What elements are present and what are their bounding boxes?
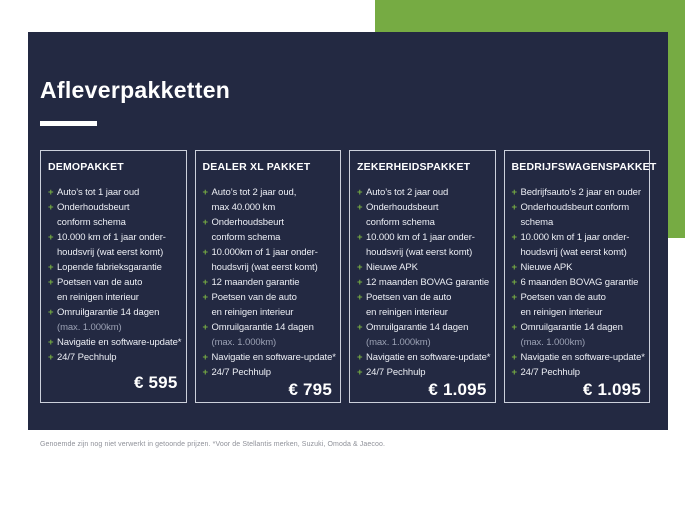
plus-icon: + xyxy=(202,367,209,378)
plus-icon: + xyxy=(202,247,209,258)
item-lines xyxy=(57,350,183,365)
item-line: Auto’s tot 2 jaar oud xyxy=(366,187,449,198)
item-line: max 40.000 km xyxy=(211,202,276,213)
item-lines xyxy=(57,185,183,200)
item-lines xyxy=(57,335,183,350)
item-line: (max. 1.000km) xyxy=(57,322,122,333)
package-title: DEALER XL PAKKET xyxy=(202,161,311,173)
package-card xyxy=(349,150,496,403)
item-line: 10.000km of 1 jaar onder- xyxy=(211,247,318,258)
package-item xyxy=(512,230,647,260)
plus-icon: + xyxy=(357,352,363,363)
plus-icon: + xyxy=(48,202,54,213)
package-items xyxy=(48,185,183,365)
package-item xyxy=(512,260,647,275)
plus-icon: + xyxy=(357,277,363,288)
package-title: BEDRIJFSWAGENSPAKKET xyxy=(511,161,657,173)
item-line: 24/7 Pechhulp xyxy=(57,352,117,363)
package-title: ZEKERHEIDSPAKKET xyxy=(357,161,471,173)
plus-icon: + xyxy=(48,277,54,288)
package-title: DEMOPAKKET xyxy=(48,161,124,173)
item-lines xyxy=(57,260,183,275)
item-line: houdsvrij (wat eerst komt) xyxy=(520,247,627,258)
main-panel xyxy=(28,32,668,430)
plus-icon: + xyxy=(202,187,209,198)
item-lines xyxy=(521,260,647,275)
package-item xyxy=(203,365,338,380)
package-price: € 1.095 xyxy=(582,380,641,399)
item-lines xyxy=(212,245,338,275)
item-line: Onderhoudsbeurt xyxy=(211,217,284,228)
item-line: Nieuwe APK xyxy=(520,262,573,273)
item-line: 24/7 Pechhulp xyxy=(520,367,580,378)
plus-icon: + xyxy=(511,202,518,213)
plus-icon: + xyxy=(48,232,54,243)
item-line: 24/7 Pechhulp xyxy=(366,367,426,378)
plus-icon: + xyxy=(511,292,518,303)
item-lines xyxy=(521,320,647,350)
item-line: houdsvrij (wat eerst komt) xyxy=(57,247,164,258)
packages-row xyxy=(40,150,657,403)
package-item xyxy=(203,215,338,245)
plus-icon: + xyxy=(48,307,54,318)
package-item xyxy=(512,290,647,320)
item-line: houdsvrij (wat eerst komt) xyxy=(211,262,318,273)
item-lines xyxy=(521,185,647,200)
plus-icon: + xyxy=(202,322,209,333)
plus-icon: + xyxy=(48,352,54,363)
plus-icon: + xyxy=(511,322,518,333)
item-line: Poetsen van de auto xyxy=(366,292,452,303)
item-line: en reinigen interieur xyxy=(520,307,603,318)
plus-icon: + xyxy=(357,262,363,273)
plus-icon: + xyxy=(357,322,363,333)
plus-icon: + xyxy=(202,352,209,363)
package-item xyxy=(512,365,647,380)
package-item xyxy=(512,350,647,365)
item-line: Nieuwe APK xyxy=(366,262,418,273)
package-price: € 795 xyxy=(288,380,332,399)
item-lines xyxy=(366,275,492,290)
package-item xyxy=(48,350,183,365)
package-item xyxy=(203,275,338,290)
item-lines xyxy=(212,290,338,320)
plus-icon: + xyxy=(357,232,363,243)
item-lines xyxy=(366,320,492,350)
item-lines xyxy=(57,275,183,305)
plus-icon: + xyxy=(202,292,209,303)
item-lines xyxy=(212,365,338,380)
item-line: Auto’s tot 2 jaar oud, xyxy=(211,187,297,198)
plus-icon: + xyxy=(511,277,518,288)
item-line: en reinigen interieur xyxy=(211,307,294,318)
item-line: (max. 1.000km) xyxy=(211,337,277,348)
package-item xyxy=(203,245,338,275)
package-item xyxy=(203,290,338,320)
item-line: Poetsen van de auto xyxy=(57,277,143,288)
package-item xyxy=(48,305,183,335)
item-line: 10.000 km of 1 jaar onder- xyxy=(520,232,630,243)
package-card xyxy=(40,150,187,403)
package-price: € 1.095 xyxy=(428,380,487,399)
plus-icon: + xyxy=(511,187,518,198)
item-lines xyxy=(521,365,647,380)
plus-icon: + xyxy=(202,277,209,288)
plus-icon: + xyxy=(511,367,518,378)
item-line: conform schema xyxy=(57,217,126,228)
item-line: Navigatie en software-update* xyxy=(211,352,336,363)
item-line: conform schema xyxy=(211,232,281,243)
package-item xyxy=(512,200,647,230)
package-price: € 595 xyxy=(133,373,178,392)
item-lines xyxy=(366,290,492,320)
item-lines xyxy=(366,365,492,380)
item-lines xyxy=(212,215,338,245)
item-line: Omruilgarantie 14 dagen xyxy=(520,322,623,333)
package-item xyxy=(203,350,338,365)
plus-icon: + xyxy=(511,262,518,273)
package-item xyxy=(357,260,492,275)
package-item xyxy=(512,320,647,350)
item-line: Onderhoudsbeurt conform xyxy=(520,202,630,213)
item-line: en reinigen interieur xyxy=(57,292,139,303)
plus-icon: + xyxy=(48,262,54,273)
item-line: schema xyxy=(520,217,554,228)
plus-icon: + xyxy=(511,232,518,243)
plus-icon: + xyxy=(357,187,363,198)
plus-icon: + xyxy=(357,367,363,378)
package-item xyxy=(512,185,647,200)
item-lines xyxy=(366,185,492,200)
package-item xyxy=(357,185,492,200)
item-lines xyxy=(212,320,338,350)
item-lines xyxy=(366,260,492,275)
item-lines xyxy=(521,275,647,290)
title-underline xyxy=(40,121,97,126)
item-lines xyxy=(212,275,338,290)
package-item xyxy=(357,365,492,380)
package-card xyxy=(504,150,657,403)
page-title: Afleverpakketten xyxy=(40,77,231,103)
item-lines xyxy=(521,230,647,260)
package-card xyxy=(195,150,342,403)
item-line: 24/7 Pechhulp xyxy=(211,367,271,378)
item-line: en reinigen interieur xyxy=(366,307,448,318)
plus-icon: + xyxy=(48,337,54,348)
package-item xyxy=(48,335,183,350)
package-item xyxy=(48,275,183,305)
item-line: 6 maanden BOVAG garantie xyxy=(520,277,639,288)
item-line: Onderhoudsbeurt xyxy=(366,202,439,213)
package-item xyxy=(357,200,492,230)
package-items xyxy=(357,185,492,380)
item-line: 10.000 km of 1 jaar onder- xyxy=(366,232,475,243)
item-lines xyxy=(212,350,338,365)
package-items xyxy=(512,185,647,380)
plus-icon: + xyxy=(357,202,363,213)
footnote: Genoemde zijn nog niet verwerkt in getoonde prijzen. *Voor de Stellantis merken, Suzuki, Omoda & Jaecoo. xyxy=(40,441,386,448)
item-line: Poetsen van de auto xyxy=(520,292,606,303)
package-item xyxy=(357,230,492,260)
item-line: 12 maanden BOVAG garantie xyxy=(366,277,490,288)
plus-icon: + xyxy=(202,217,209,228)
package-item xyxy=(48,260,183,275)
package-item xyxy=(357,290,492,320)
item-lines xyxy=(521,350,647,365)
package-item xyxy=(48,185,183,200)
item-line: Lopende fabrieksgarantie xyxy=(57,262,162,273)
package-item xyxy=(512,275,647,290)
item-lines xyxy=(521,290,647,320)
item-lines xyxy=(212,185,338,215)
item-line: 10.000 km of 1 jaar onder- xyxy=(57,232,166,243)
plus-icon: + xyxy=(357,292,363,303)
item-line: Omruilgarantie 14 dagen xyxy=(366,322,469,333)
package-items xyxy=(203,185,338,380)
item-lines xyxy=(366,350,492,365)
item-line: 12 maanden garantie xyxy=(211,277,300,288)
item-line: (max. 1.000km) xyxy=(366,337,431,348)
item-lines xyxy=(57,305,183,335)
package-item xyxy=(48,230,183,260)
package-item xyxy=(357,320,492,350)
item-lines xyxy=(521,200,647,230)
item-line: Poetsen van de auto xyxy=(211,292,297,303)
item-line: conform schema xyxy=(366,217,435,228)
package-item xyxy=(357,350,492,365)
item-lines xyxy=(57,230,183,260)
package-item xyxy=(203,185,338,215)
item-lines xyxy=(57,200,183,230)
item-line: Bedrijfsauto’s 2 jaar en ouder xyxy=(520,187,641,198)
plus-icon: + xyxy=(511,352,518,363)
plus-icon: + xyxy=(48,187,54,198)
item-line: Onderhoudsbeurt xyxy=(57,202,130,213)
package-item xyxy=(203,320,338,350)
item-line: Auto’s tot 1 jaar oud xyxy=(57,187,140,198)
item-line: Navigatie en software-update* xyxy=(57,337,182,348)
item-line: Navigatie en software-update* xyxy=(366,352,491,363)
package-item xyxy=(48,200,183,230)
item-lines xyxy=(366,200,492,230)
item-line: houdsvrij (wat eerst komt) xyxy=(366,247,473,258)
item-lines xyxy=(366,230,492,260)
item-line: Omruilgarantie 14 dagen xyxy=(57,307,160,318)
package-item xyxy=(357,275,492,290)
item-line: (max. 1.000km) xyxy=(520,337,586,348)
item-line: Navigatie en software-update* xyxy=(520,352,645,363)
item-line: Omruilgarantie 14 dagen xyxy=(211,322,314,333)
